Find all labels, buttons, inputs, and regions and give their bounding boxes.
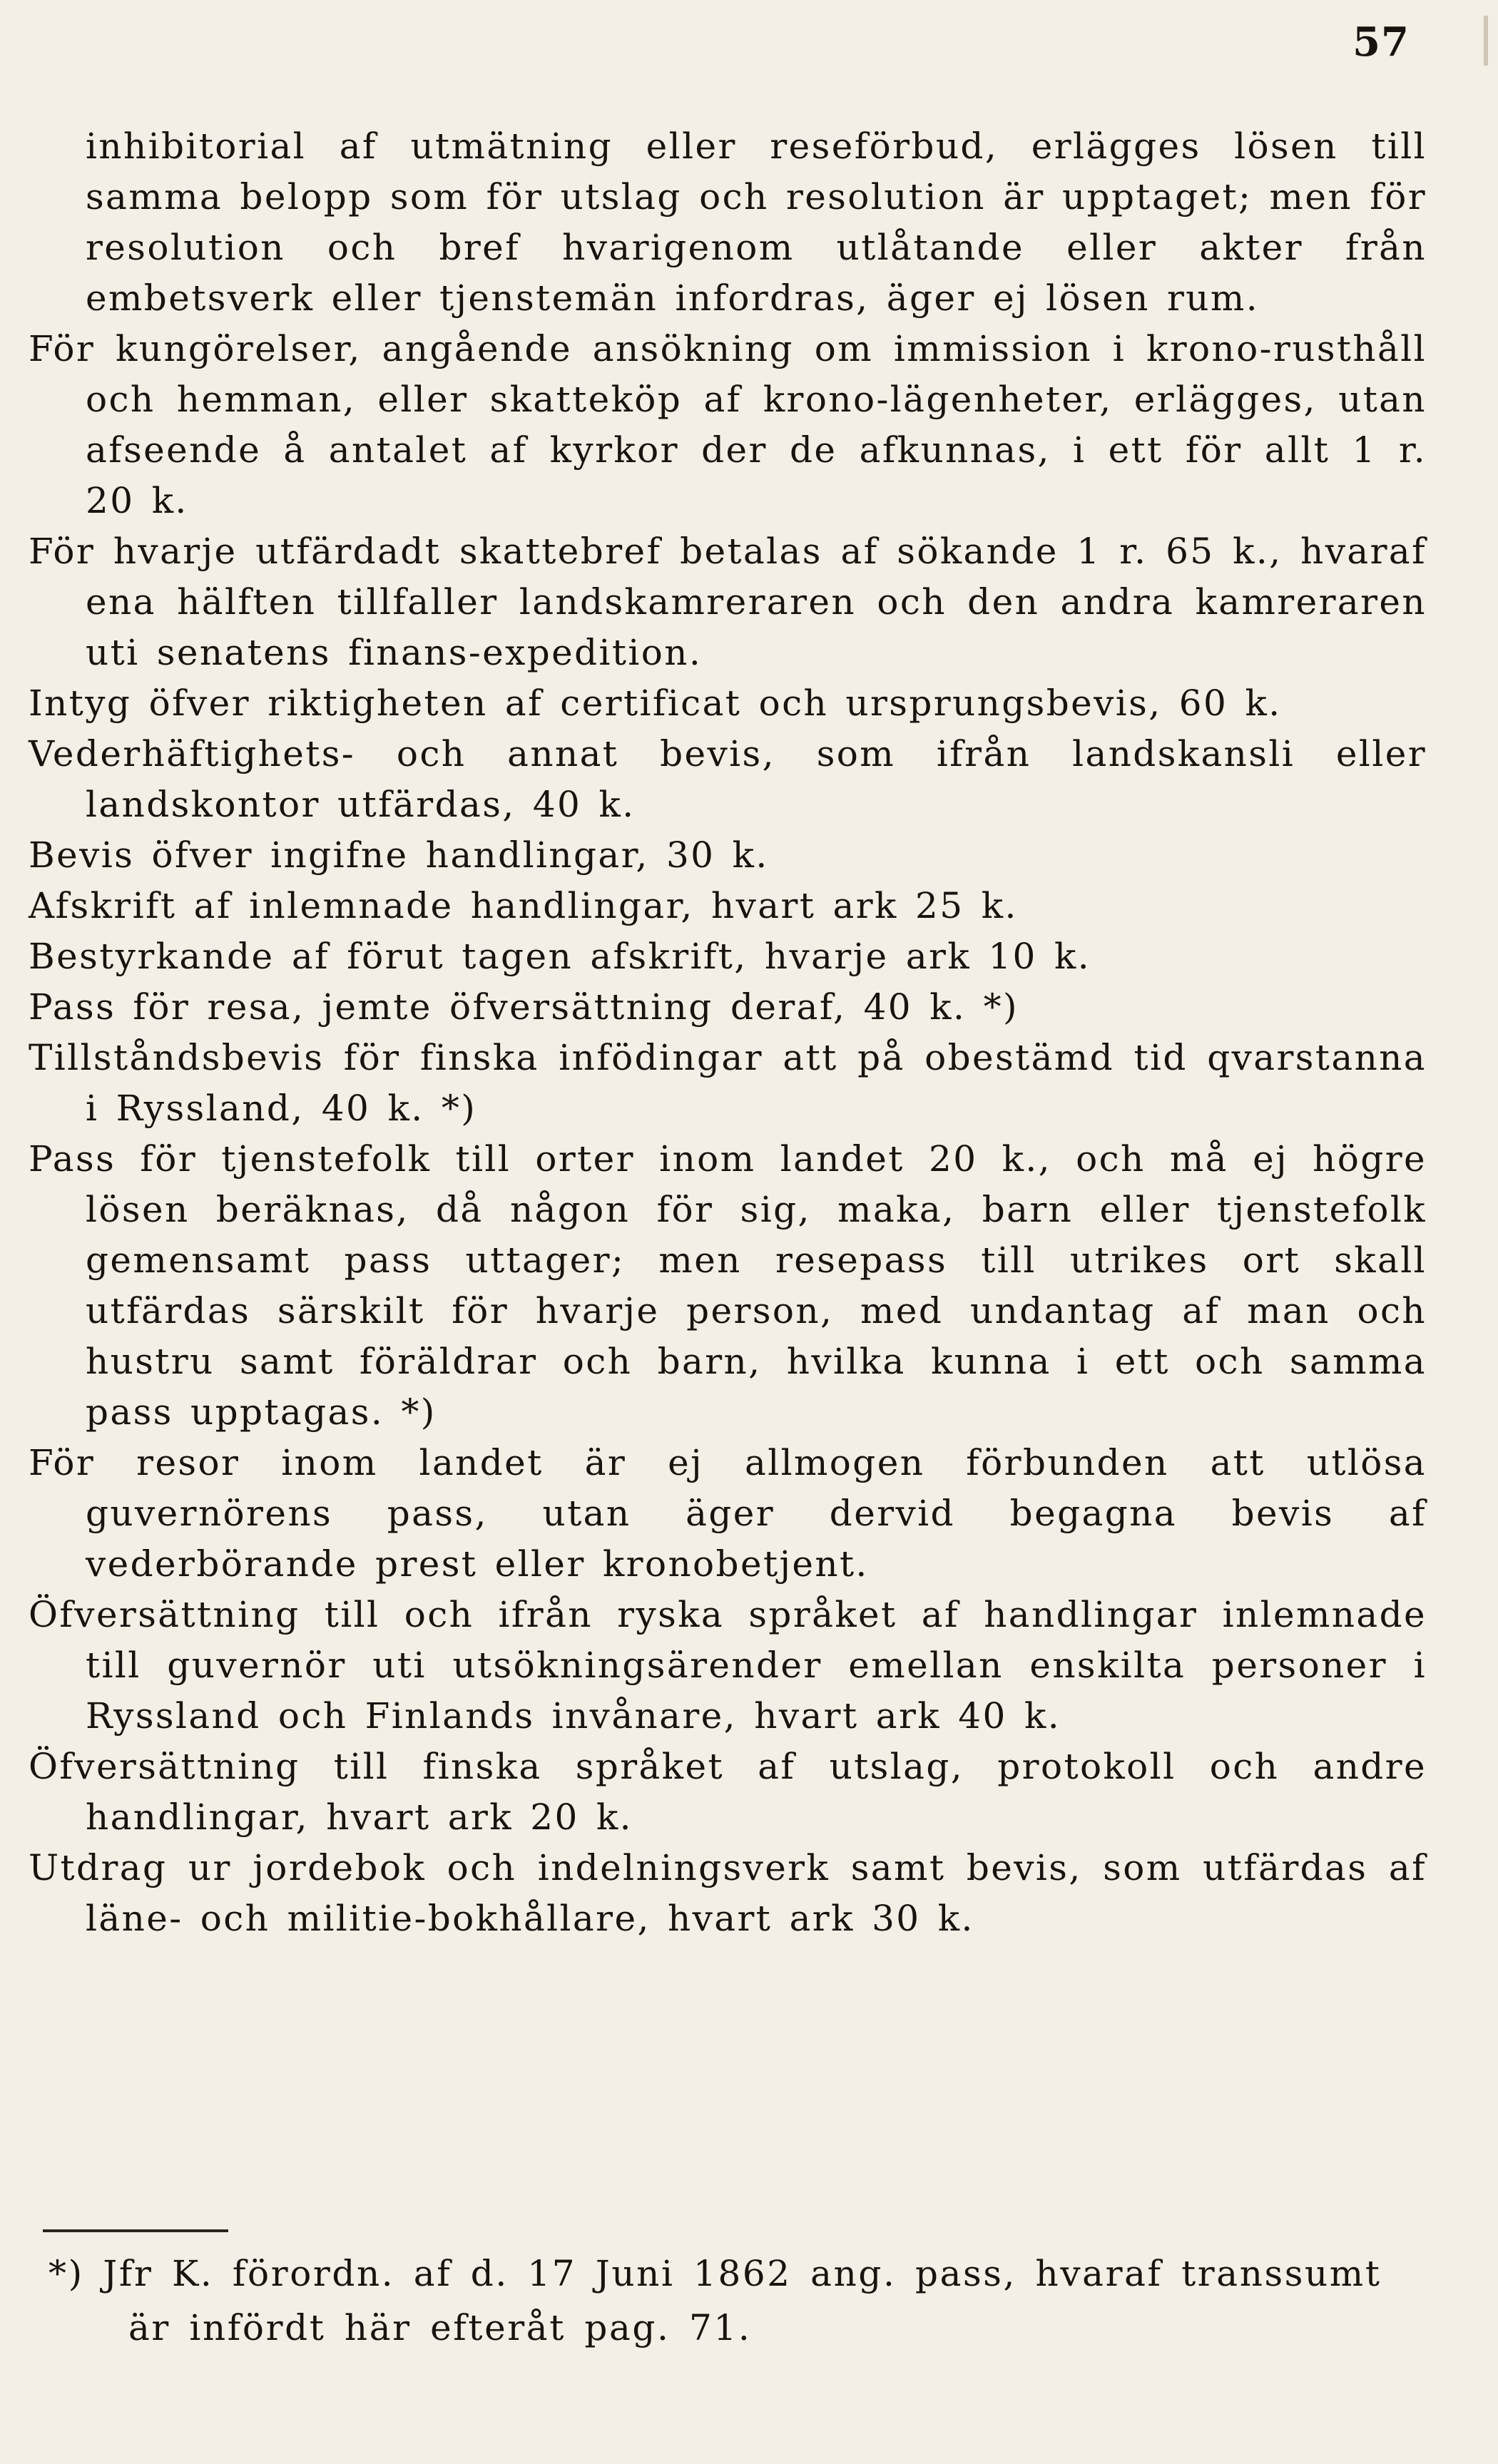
paragraph-bevis-handlingar: Bevis öfver ingifne handlingar, 30 k.: [29, 834, 769, 876]
paragraph-resor-inom-landet: För resor inom landet är ej allmogen förbunden att utlösa guvernörens pass, utan äger dervid begagna bevis af vederbörande prest eller kronobetjent.: [29, 1442, 1427, 1585]
footnote: [49, 2246, 1425, 2355]
body-text: [29, 121, 1427, 1944]
paragraph-afskrift: Afskrift af inlemnade handlingar, hvart ark 25 k.: [29, 885, 1018, 926]
footnote-rule: [43, 2229, 228, 2232]
paragraph-vederhaftighetsbevis: Vederhäftighets- och annat bevis, som ifrån landskansli eller landskontor utfärdas, 40 k.: [29, 733, 1427, 825]
paragraph-pass-resa: Pass för resa, jemte öfversättning deraf, 40 k. *): [29, 986, 1019, 1028]
paragraph-skattebref: För hvarje utfärdadt skattebref betalas af sökande 1 r. 65 k., hvaraf ena hälften tillfaller landskamreraren och den andra kamreraren uti senatens finans-expedition.: [29, 531, 1427, 673]
paragraph-pass-tjenstefolk: Pass för tjenstefolk till orter inom landet 20 k., och må ej högre lösen beräknas, då någon för sig, maka, barn eller tjenstefolk gemensamt pass uttager; men resepass till utrikes ort skall utfärdas särskilt för hvarje person, med undantag af man och hustru samt föräldrar och barn, hvilka kunna i ett och samma pass upptagas. *): [29, 1138, 1427, 1433]
paragraph-intyg: Intyg öfver riktigheten af certificat och ursprungsbevis, 60 k.: [29, 683, 1282, 724]
page-edge-mark: [1484, 16, 1488, 66]
footnote-text: *) Jfr K. förordn. af d. 17 Juni 1862 ang. pass, hvaraf transsumt är infördt här efteråt pag. 71.: [49, 2253, 1382, 2348]
page-number: 57: [1352, 19, 1410, 66]
paragraph-tillstandsbevis: Tillståndsbevis för finska infödingar att på obestämd tid qvarstanna i Ryssland, 40 k. *): [29, 1037, 1427, 1129]
paragraph-continuation: inhibitorial af utmätning eller reseförbud, erlägges lösen till samma belopp som för utslag och resolution är upptaget; men för resolution och bref hvarigenom utlåtande eller akter från embetsverk eller tjenstemän infordras, äger ej lösen rum.: [86, 126, 1427, 319]
paragraph-utdrag-jordebok: Utdrag ur jordebok och indelningsverk samt bevis, som utfärdas af läne- och militie-bokhållare, hvart ark 30 k.: [29, 1847, 1427, 1939]
paragraph-ofversattning-finska: Öfversättning till finska språket af utslag, protokoll och andre handlingar, hvart ark 20 k.: [29, 1746, 1427, 1838]
paragraph-kungorelser: För kungörelser, angående ansökning om immission i krono-rusthåll och hemman, eller skatteköp af krono-lägenheter, erlägges, utan afseende å antalet af kyrkor der de afkunnas, i ett för allt 1 r. 20 k.: [29, 328, 1427, 521]
paragraph-ofversattning-ryska: Öfversättning till och ifrån ryska språket af handlingar inlemnade till guvernör uti utsökningsärender emellan enskilta personer i Ryssland och Finlands invånare, hvart ark 40 k.: [29, 1594, 1427, 1737]
paragraph-bestyrkande: Bestyrkande af förut tagen afskrift, hvarje ark 10 k.: [29, 936, 1091, 977]
